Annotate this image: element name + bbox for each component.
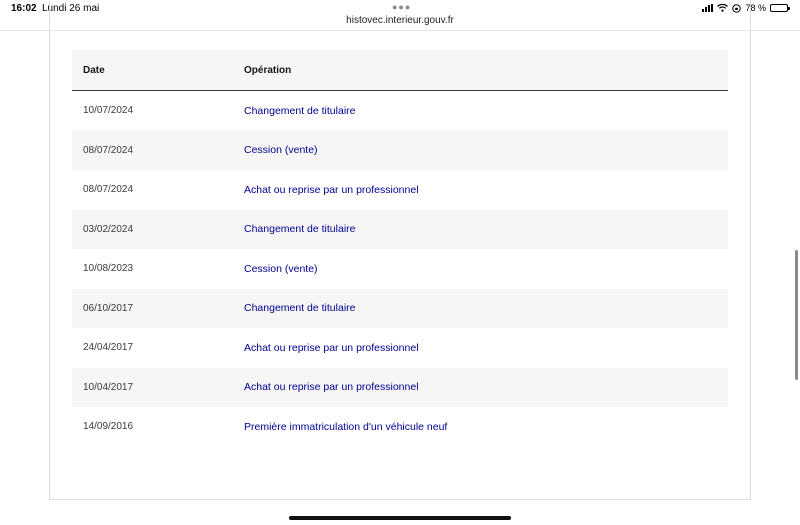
- row-date: 03/02/2024: [83, 223, 134, 235]
- battery-percent: 78 %: [745, 3, 766, 13]
- table-row: [72, 249, 728, 289]
- table-row: [72, 407, 728, 447]
- address-bar-url[interactable]: histovec.interieur.gouv.fr: [346, 15, 454, 26]
- row-operation: Cession (vente): [244, 144, 318, 157]
- home-indicator[interactable]: [289, 516, 511, 520]
- header-operation: Opération: [244, 64, 292, 76]
- table-row: [72, 170, 728, 210]
- table-row: [72, 131, 728, 171]
- row-operation: Cession (vente): [244, 262, 318, 275]
- header-date: Date: [83, 64, 105, 76]
- row-operation: Changement de titulaire: [244, 223, 356, 236]
- table-row: [72, 328, 728, 368]
- status-time: 16:02: [11, 3, 37, 14]
- row-operation: Achat ou reprise par un professionnel: [244, 341, 419, 354]
- battery-icon: [770, 4, 788, 12]
- status-date: Lundi 26 mai: [42, 3, 100, 14]
- row-operation: Première immatriculation d'un véhicule neuf: [244, 420, 448, 433]
- row-date: 08/07/2024: [83, 184, 134, 196]
- row-operation: Changement de titulaire: [244, 302, 356, 315]
- row-operation: Changement de titulaire: [244, 104, 356, 117]
- row-operation: Achat ou reprise par un professionnel: [244, 381, 419, 394]
- row-date: 06/10/2017: [83, 302, 134, 314]
- row-date: 10/04/2017: [83, 381, 134, 393]
- row-date: 14/09/2016: [83, 421, 134, 433]
- row-date: 10/08/2023: [83, 263, 134, 275]
- table-row: [72, 210, 728, 250]
- row-date: 24/04/2017: [83, 342, 134, 354]
- row-date: 10/07/2024: [83, 105, 134, 117]
- table-body: [72, 91, 728, 447]
- table-row: [72, 368, 728, 408]
- tab-overview-dots-icon[interactable]: ●●●: [392, 2, 412, 12]
- row-date: 08/07/2024: [83, 144, 134, 156]
- scrollbar[interactable]: [795, 250, 798, 380]
- table-header: [72, 50, 728, 91]
- table-row: [72, 289, 728, 329]
- row-operation: Achat ou reprise par un professionnel: [244, 183, 419, 196]
- table-row: [72, 91, 728, 131]
- operations-table: [72, 50, 728, 447]
